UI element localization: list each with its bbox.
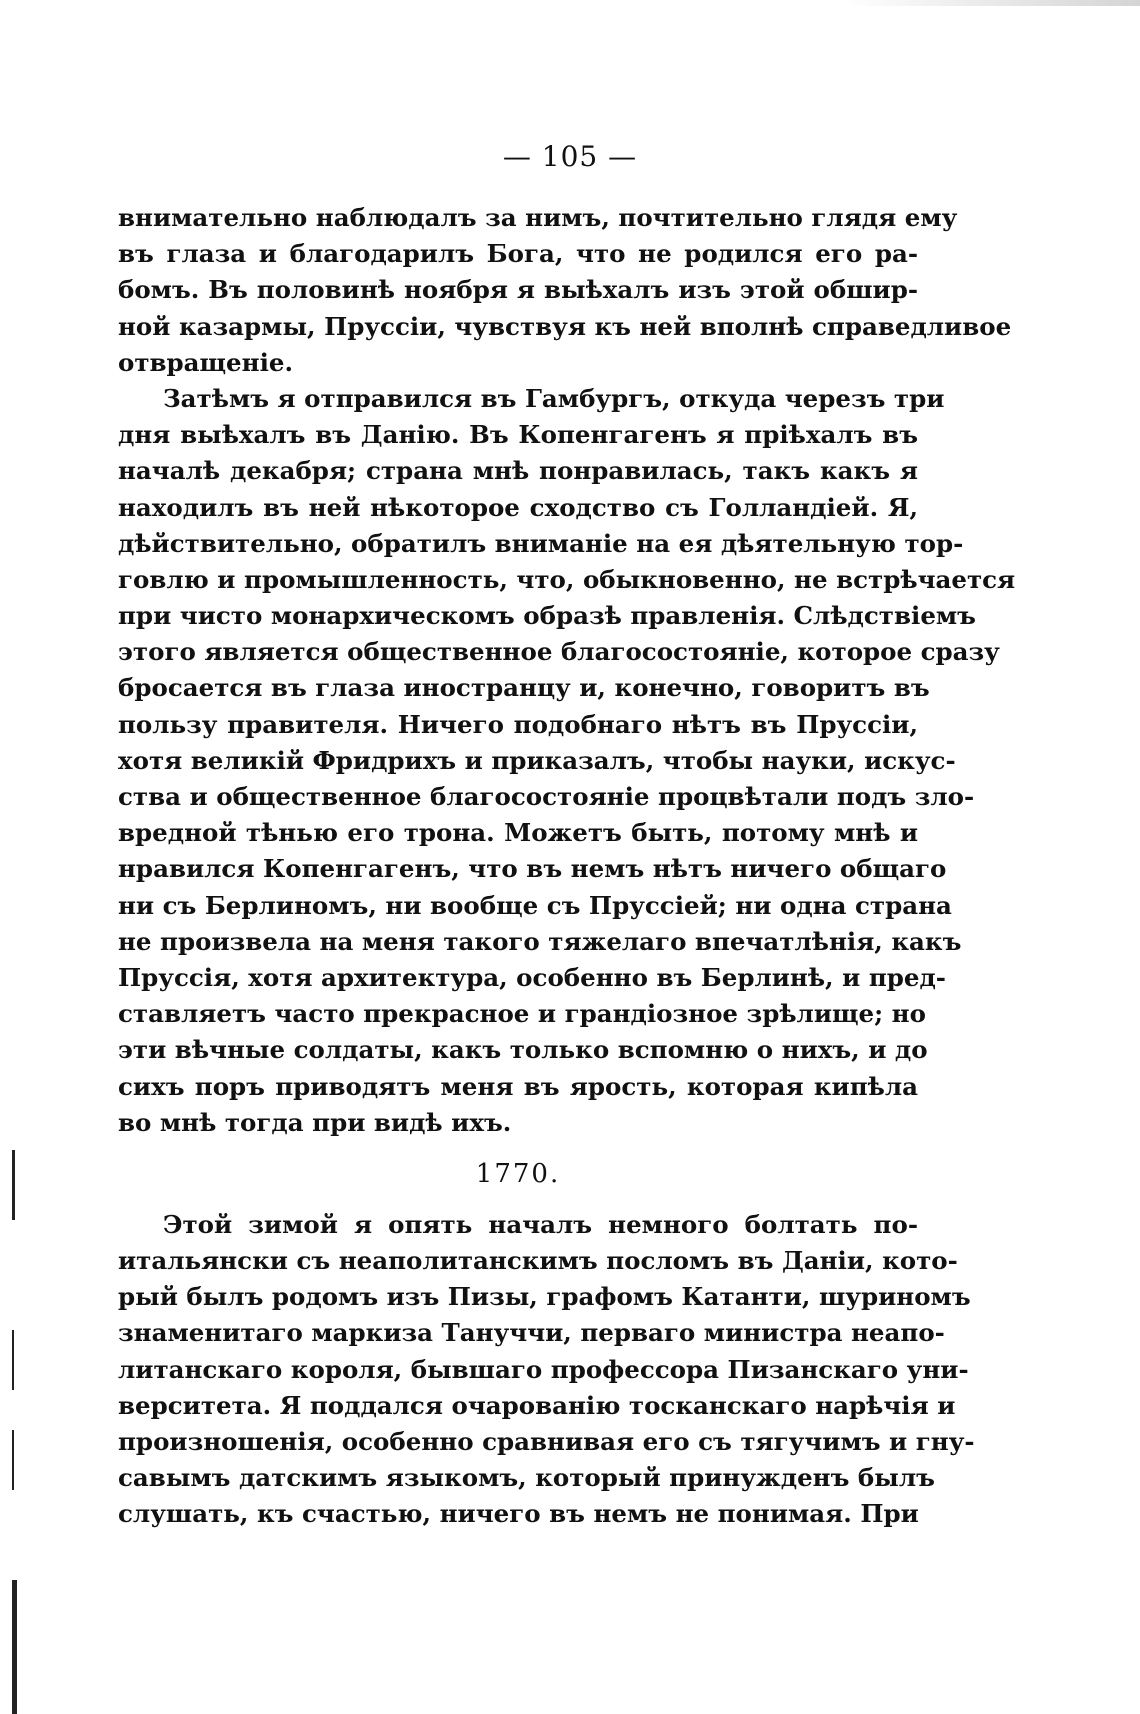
scan-edge-shadow: [840, 0, 1140, 6]
text-line: этого является общественное благосостояніе, которое сразу: [118, 637, 1000, 667]
text-line: верситета. Я поддался очарованію тосканскаго нарѣчія и: [118, 1390, 956, 1420]
text-line: сихъ поръ приводятъ меня въ ярость, которая кипѣла: [118, 1071, 918, 1101]
text-line: не произвела на меня такого тяжелаго впечатлѣнія, какъ: [118, 926, 962, 956]
margin-scan-mark: [12, 1150, 15, 1220]
text-line: ни съ Берлиномъ, ни вообще съ Пруссіей; ни одна страна: [118, 890, 952, 920]
margin-scan-mark: [12, 1330, 14, 1390]
text-line: ставляетъ часто прекрасное и грандіозное зрѣлище; но: [118, 999, 926, 1029]
text-line: литанскаго короля, бывшаго профессора Пизанскаго уни-: [118, 1354, 969, 1384]
text-line: пользу правителя. Ничего подобнаго нѣтъ въ Пруссіи,: [118, 709, 918, 739]
body-text: [118, 200, 1016, 1533]
section-year-heading: 1770.: [475, 1158, 561, 1189]
text-line: ства и общественное благосостояніе процвѣтали подъ зло-: [118, 782, 975, 811]
text-line: нравился Копенгагенъ, что въ немъ нѣтъ ничего общаго: [118, 854, 947, 884]
text-line: внимательно наблюдалъ за нимъ, почтительно глядя ему: [118, 203, 958, 232]
text-line: Затѣмъ я отправился въ Гамбургъ, откуда черезъ три: [163, 383, 945, 413]
text-line: въ глаза и благодарилъ Бога, что не родился его ра-: [118, 239, 918, 269]
text-line: дня выѣхалъ въ Данію. Въ Копенгагенъ я пріѣхалъ въ: [118, 420, 918, 450]
text-line: савымъ датскимъ языкомъ, который принужденъ былъ: [118, 1463, 935, 1493]
text-line: Этой зимой я опять началъ немного болтать по-: [163, 1209, 918, 1239]
text-line: бомъ. Въ половинѣ ноября я выѣхалъ изъ этой обшир-: [118, 275, 918, 305]
text-line: бросается въ глаза иностранцу и, конечно, говоритъ въ: [118, 673, 930, 703]
text-line: хотя великій Фридрихъ и приказалъ, чтобы науки, искус-: [118, 745, 956, 775]
text-line: эти вѣчные солдаты, какъ только вспомню о нихъ, и до: [118, 1035, 928, 1065]
paragraph: [118, 1207, 975, 1533]
text-line: рый былъ родомъ изъ Пизы, графомъ Катанти, шуриномъ: [118, 1282, 971, 1312]
text-line: знаменитаго маркиза Тануччи, перваго министра неапо-: [118, 1318, 945, 1348]
text-line: при чисто монархическомъ образѣ правленія. Слѣдствіемъ: [118, 601, 976, 631]
paragraph: [118, 381, 1016, 1141]
paragraph: [118, 200, 1012, 381]
text-line: вредной тѣнью его трона. Можетъ быть, потому мнѣ и: [118, 818, 918, 848]
text-line: началѣ декабря; страна мнѣ понравилась, такъ какъ я: [118, 456, 918, 486]
text-line: произношенія, особенно сравнивая его съ тягучимъ и гну-: [118, 1427, 975, 1456]
text-line: итальянски съ неаполитанскимъ посломъ въ Даніи, кото-: [118, 1246, 958, 1276]
text-line: находилъ въ ней нѣкоторое сходство съ Голландіей. Я,: [118, 492, 918, 522]
text-line: во мнѣ тогда при видѣ ихъ.: [118, 1107, 512, 1137]
text-line: дѣйствительно, обратилъ вниманіе на ея дѣятельную тор-: [118, 528, 964, 558]
page-number: — 105 —: [502, 140, 638, 173]
text-line: Пруссія, хотя архитектура, особенно въ Берлинѣ, и пред-: [118, 962, 946, 992]
text-line: ной казармы, Пруссіи, чувствуя къ ней вполнѣ справедливое: [118, 311, 1012, 341]
text-line: говлю и промышленность, что, обыкновенно, не встрѣчается: [118, 564, 1016, 594]
margin-scan-mark: [12, 1430, 14, 1490]
text-line: слушать, къ счастью, ничего въ немъ не понимая. При: [118, 1499, 919, 1529]
margin-scan-mark: [12, 1580, 17, 1714]
text-line: отвращеніе.: [118, 347, 294, 377]
